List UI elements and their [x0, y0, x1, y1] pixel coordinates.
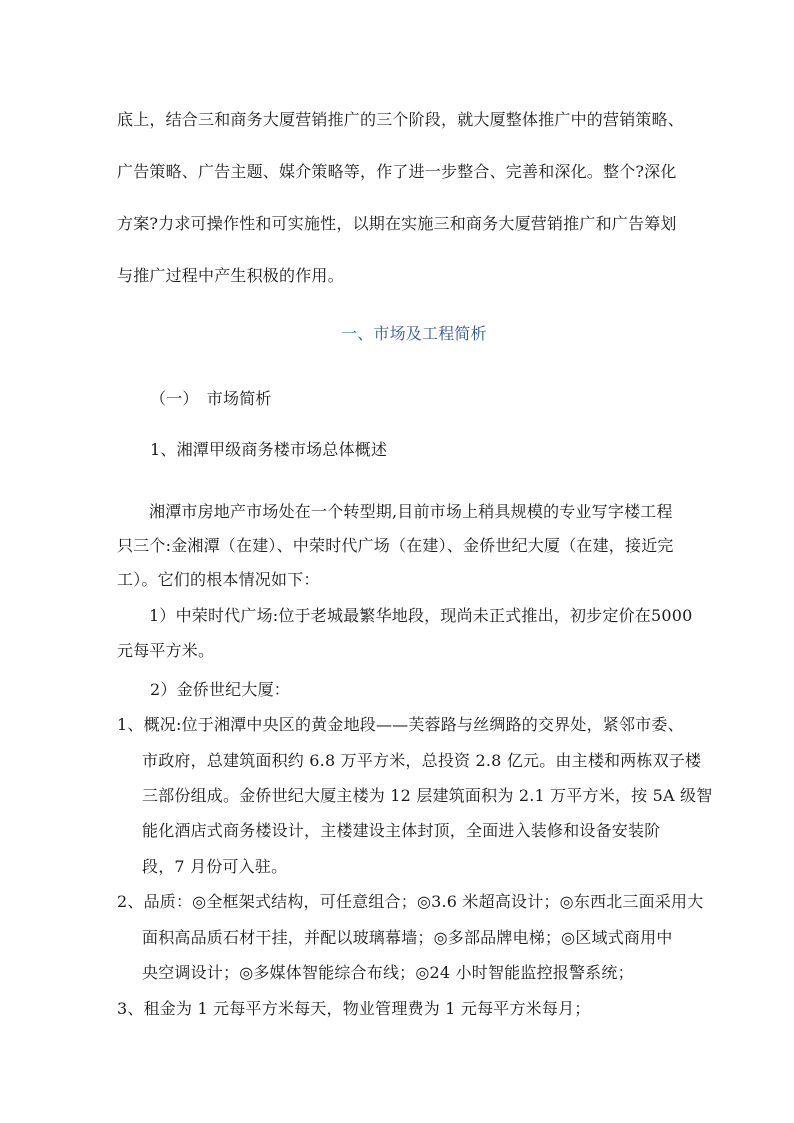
detail-line-4: 能化酒店式商务楼设计，主楼建设主体封顶，全面进入装修和设备安装阶 — [142, 821, 661, 840]
item2-title: 2）金侨世纪大厦： — [150, 680, 290, 699]
overview-line-3: 工）。它们的根本情况如下： — [117, 570, 320, 589]
detail-line-6: 2、品质：◎全框架式结构，可任意组合；◎3.6 米超高设计；◎东西北三面采用大 — [117, 892, 704, 911]
intro-line-1: 底上，结合三和商务大厦营销推广的三个阶段，就大厦整体推广中的营销策略、 — [117, 110, 685, 129]
detail-line-1: 1、概况:位于湘潭中央区的黄金地段——芙蓉路与丝绸路的交界处，紧邻市委、 — [117, 715, 684, 734]
intro-line-3: 方案?力求可操作性和可实施性，以期在实施三和商务大厦营销推广和广告筹划 — [117, 214, 677, 233]
detail-line-9: 3、租金为 1 元每平方米每天，物业管理费为 1 元每平方米每月； — [117, 999, 591, 1018]
detail-line-5: 段，7 月份可入驻。 — [142, 857, 288, 876]
section-heading: 一、市场及工程简析 — [341, 324, 487, 343]
overview-line-2: 只三个:金湘潭（在建）、中荣时代广场（在建）、金侨世纪大厦（在建，接近完 — [117, 536, 674, 555]
subsection-title: （一） 市场简析 — [150, 389, 272, 408]
detail-line-8: 央空调设计；◎多媒体智能综合布线；◎24 小时智能监控报警系统； — [142, 963, 634, 982]
item1-line-2: 元每平方米。 — [117, 641, 215, 660]
item1-line-1: 1）中荣时代广场:位于老城最繁华地段，现尚未正式推出，初步定价在5000 — [149, 606, 693, 625]
intro-line-4: 与推广过程中产生积极的作用。 — [117, 266, 344, 285]
detail-line-3: 三部份组成。金侨世纪大厦主楼为 12 层建筑面积为 2.1 万平方米，按 5A 级智 — [142, 786, 713, 805]
detail-line-2: 市政府，总建筑面积约 6.8 万平方米，总投资 2.8 亿元。由主楼和两栋双子楼 — [142, 751, 702, 770]
intro-line-2: 广告策略、广告主题、媒介策略等，作了进一步整合、完善和深化。整个?深化 — [117, 162, 677, 181]
detail-line-7: 面积高品质石材干挂，并配以玻璃幕墙；◎多部品牌电梯；◎区域式商用中 — [142, 928, 673, 947]
topic-title: 1、湘潭甲级商务楼市场总体概述 — [150, 440, 388, 459]
overview-line-1: 湘潭市房地产市场处在一个转型期,目前市场上稍具规模的专业写字楼工程 — [149, 502, 673, 521]
